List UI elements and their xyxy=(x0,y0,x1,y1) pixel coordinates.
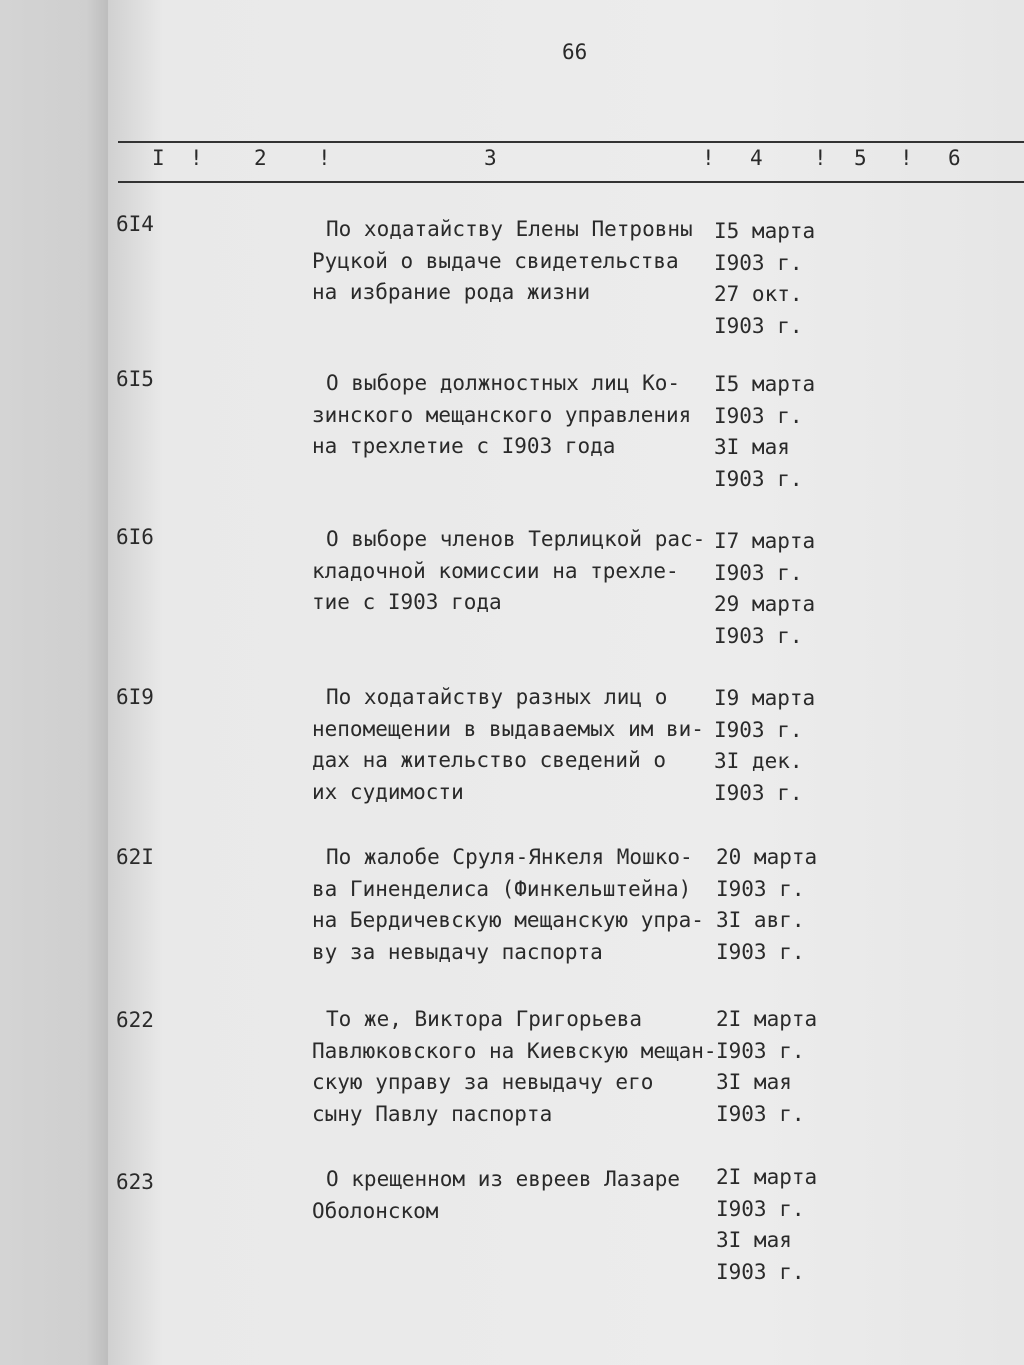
date-start-year: I903 г. xyxy=(714,717,803,742)
header-separator: ! xyxy=(900,146,913,170)
date-start-year: I903 г. xyxy=(714,560,803,585)
date-start: I9 марта xyxy=(714,686,816,710)
description-line: О выборе должностных лиц Ко- xyxy=(326,371,681,395)
date-end-year: I903 г. xyxy=(716,1259,805,1284)
date-start: 20 марта xyxy=(716,845,818,869)
description-line: ву за невыдачу паспорта xyxy=(312,939,603,964)
description-line: По жалобе Сруля-Янкеля Мошко- xyxy=(326,845,693,869)
description-line: О выборе членов Терлицкой рас- xyxy=(326,527,706,551)
page-number: 66 xyxy=(562,40,588,64)
date-start-year: I903 г. xyxy=(714,403,803,428)
date-end-year: I903 г. xyxy=(716,1101,805,1126)
header-col-2: 2 xyxy=(254,146,267,170)
description-line: Руцкой о выдаче свидетельства xyxy=(312,248,679,273)
entry-dates xyxy=(716,842,856,968)
left-page-edge xyxy=(0,0,108,1365)
entry-number: 62I xyxy=(116,845,154,869)
entry-description xyxy=(312,524,712,619)
date-start-year: I903 г. xyxy=(716,876,805,901)
description-line: сыну Павлу паспорта xyxy=(312,1101,553,1126)
entry-number: 6I6 xyxy=(116,525,154,549)
date-end: 27 окт. xyxy=(714,282,803,306)
date-start-year: I903 г. xyxy=(716,1038,805,1063)
entry-description xyxy=(312,682,712,808)
entry-description xyxy=(312,214,712,309)
header-col-4: 4 xyxy=(750,146,763,170)
header-rule-bottom xyxy=(118,181,1024,183)
description-line: на Бердичевскую мещанскую упра- xyxy=(312,908,704,932)
date-end-year: I903 г. xyxy=(716,939,805,964)
entry-dates xyxy=(714,683,854,809)
date-start: I5 марта xyxy=(714,372,816,396)
header-separator: ! xyxy=(702,146,715,170)
description-line: скую управу за невыдачу его xyxy=(312,1070,654,1094)
entry-dates xyxy=(714,526,854,652)
description-line: кладочной комиссии на трехле- xyxy=(312,558,679,583)
description-line: О крещенном из евреев Лазаре xyxy=(326,1167,681,1191)
header-rule-top xyxy=(118,141,1024,143)
date-end: 29 марта xyxy=(714,592,816,616)
date-end-year: I903 г. xyxy=(714,623,803,648)
entry-dates xyxy=(714,369,854,495)
date-end: 3I мая xyxy=(716,1070,792,1094)
description-line: ва Гиненделиса (Финкельштейна) xyxy=(312,876,692,901)
entry-number: 622 xyxy=(116,1008,154,1032)
header-col-3: 3 xyxy=(484,146,497,170)
date-start: 2I марта xyxy=(716,1007,818,1031)
entry-dates xyxy=(716,1162,856,1288)
description-line: тие с I903 года xyxy=(312,590,502,614)
entry-description xyxy=(312,842,712,968)
entry-number: 6I5 xyxy=(116,367,154,391)
header-col-6: 6 xyxy=(948,146,961,170)
header-col-1: I xyxy=(152,146,165,170)
entry-dates xyxy=(716,1004,856,1130)
entry-description xyxy=(312,368,712,463)
description-line: непомещении в выдаваемых им ви- xyxy=(312,716,704,741)
date-start: I7 марта xyxy=(714,529,816,553)
description-line: То же, Виктора Григорьева xyxy=(326,1007,643,1031)
header-separator: ! xyxy=(318,146,331,170)
date-end: 3I мая xyxy=(716,1228,792,1252)
description-line: По ходатайству разных лиц о xyxy=(326,685,668,709)
header-col-5: 5 xyxy=(854,146,867,170)
date-end-year: I903 г. xyxy=(714,466,803,491)
date-start-year: I903 г. xyxy=(714,250,803,275)
header-separator: ! xyxy=(814,146,827,170)
date-end: 3I мая xyxy=(714,435,790,459)
entry-dates xyxy=(714,216,854,342)
description-line: на избрание рода жизни xyxy=(312,280,591,304)
entry-number: 6I4 xyxy=(116,212,154,236)
entry-description xyxy=(312,1004,717,1130)
description-line: на трехлетие с I903 года xyxy=(312,434,616,458)
date-start-year: I903 г. xyxy=(716,1196,805,1221)
header-separator: ! xyxy=(190,146,203,170)
entry-number: 6I9 xyxy=(116,685,154,709)
description-line: Оболонском xyxy=(312,1198,439,1223)
description-line: их судимости xyxy=(312,779,464,804)
description-line: дах на жительство сведений о xyxy=(312,748,667,772)
entry-description xyxy=(312,1164,712,1227)
date-start: I5 марта xyxy=(714,219,816,243)
date-end: 3I авг. xyxy=(716,908,805,932)
description-line: зинского мещанского управления xyxy=(312,402,692,427)
date-end: 3I дек. xyxy=(714,749,803,773)
date-end-year: I903 г. xyxy=(714,313,803,338)
date-end-year: I903 г. xyxy=(714,780,803,805)
entry-number: 623 xyxy=(116,1170,154,1194)
description-line: Павлюковского на Киевскую мещан- xyxy=(312,1038,717,1063)
description-line: По ходатайству Елены Петровны xyxy=(326,217,693,241)
date-start: 2I марта xyxy=(716,1165,818,1189)
